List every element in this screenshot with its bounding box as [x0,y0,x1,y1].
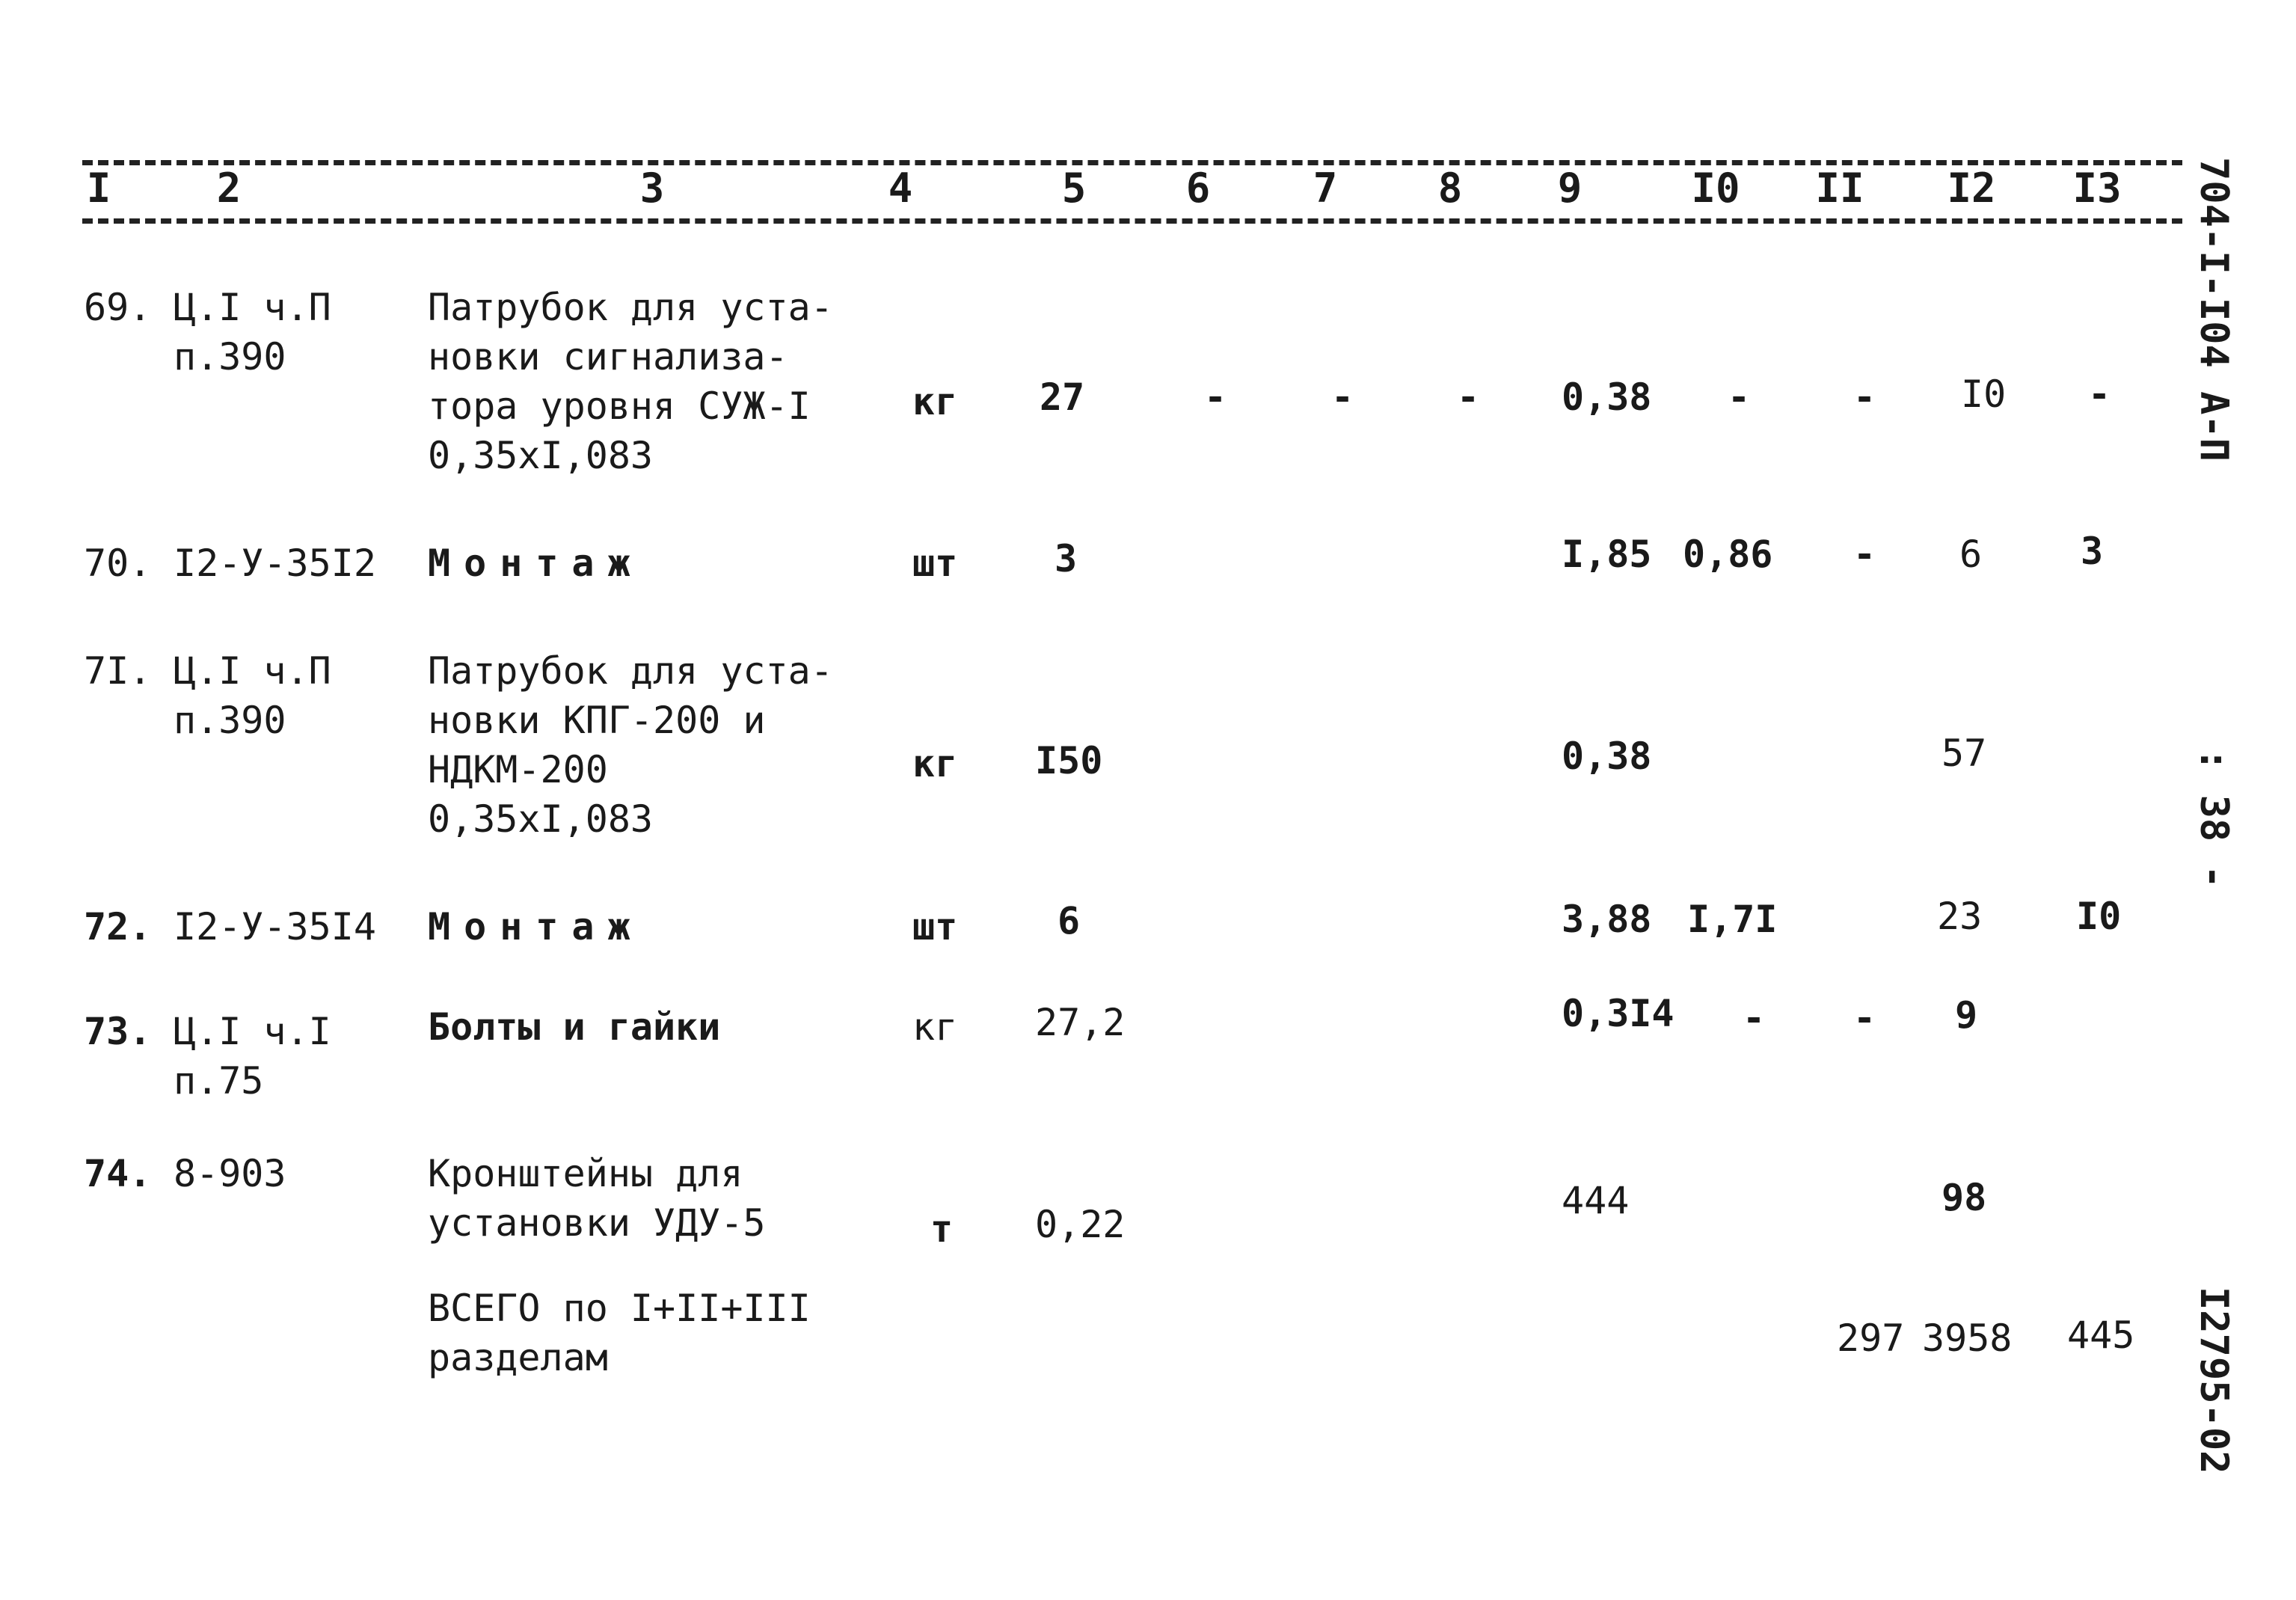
row-c10: - [1743,996,1766,1040]
row-qty: 27 [1040,376,1085,419]
row-name: Болты и гайки [428,1005,721,1049]
row-name: Патрубок для уста- [428,649,833,693]
row-code: Ц.I ч.I [174,1010,331,1053]
row-name: новки сигнализа- [428,335,788,378]
side-doc-code: 704-I-I04 А-П [2191,157,2236,462]
row-c11: - [1853,996,1876,1040]
row-name: тора уровня СУЖ-I [428,384,811,428]
row-number: 74. [84,1152,152,1195]
col-header-4: 4 [868,166,933,211]
col-header-13: I3 [2064,166,2130,211]
header-top-rule [82,160,2182,165]
total-c12: 3958 [1922,1317,2013,1360]
col-header-7: 7 [1292,166,1358,211]
row-c10: 0,86 [1683,533,1773,576]
total-c13: 445 [2067,1314,2135,1357]
row-c12: I0 [1961,373,2007,416]
row-c13: - [2088,373,2111,416]
row-code: Ц.I ч.П [174,286,331,329]
row-c9: 444 [1562,1179,1630,1222]
row-c12: 23 [1937,895,1983,938]
total-c11: 297 [1837,1317,1905,1360]
row-code: п.390 [174,335,286,378]
row-c11: - [1853,376,1876,419]
row-c8: - [1457,376,1480,419]
row-name: установки УДУ-5 [428,1201,766,1245]
row-number: 69. [84,286,152,329]
row-c6: - [1204,376,1227,419]
row-qty: I50 [1035,739,1103,782]
row-c11: - [1853,533,1876,576]
row-unit: шт [912,905,958,948]
row-c7: - [1331,376,1354,419]
row-code: п.390 [174,699,286,742]
row-unit: кг [912,1005,958,1049]
row-c13: I0 [2076,895,2122,938]
row-name: Кронштейны для [428,1152,743,1195]
row-c9: 0,38 [1562,376,1652,419]
col-header-10: I0 [1683,166,1749,211]
row-c12: 6 [1959,533,1983,576]
row-name: 0,35хI,083 [428,797,654,841]
row-name: Монтаж [428,905,644,948]
side-page-number: : 38 - [2191,748,2236,889]
row-unit: кг [912,380,958,423]
col-header-1: I [66,166,132,211]
row-name: новки КПГ-200 и [428,699,766,742]
col-header-12: I2 [1939,166,2004,211]
row-unit: шт [912,542,958,585]
row-c10: I,7I [1687,898,1778,941]
row-code: 8-903 [174,1152,286,1195]
row-qty: 27,2 [1035,1001,1126,1044]
row-c9: 0,38 [1562,735,1652,778]
row-c12: 98 [1942,1176,1987,1219]
row-unit: кг [912,742,958,785]
row-qty: 0,22 [1035,1203,1126,1246]
row-code: I2-У-35I2 [174,542,376,585]
col-header-5: 5 [1041,166,1107,211]
row-qty: 6 [1058,899,1081,942]
row-code: I2-У-35I4 [174,905,376,948]
row-c13: 3 [2081,530,2104,573]
total-label: разделам [428,1336,608,1379]
row-c12: 57 [1942,732,1987,775]
row-unit: т [930,1207,954,1251]
col-header-3: 3 [619,166,685,211]
row-c9: 0,3I4 [1562,992,1675,1035]
total-label: ВСЕГО по I+II+III [428,1287,811,1330]
side-inventory-number: I2795-02 [2191,1287,2236,1474]
row-c10: - [1728,376,1751,419]
col-header-2: 2 [196,166,262,211]
row-name: Патрубок для уста- [428,286,833,329]
row-number: 72. [84,905,152,948]
row-number: 73. [84,1010,152,1053]
col-header-9: 9 [1537,166,1603,211]
row-c9: 3,88 [1562,898,1652,941]
row-number: 7I. [84,649,152,693]
col-header-11: II [1807,166,1873,211]
header-bottom-rule [82,218,2182,224]
col-header-6: 6 [1165,166,1231,211]
row-c9: I,85 [1562,533,1652,576]
row-name: 0,35хI,083 [428,434,654,477]
row-qty: 3 [1055,537,1078,580]
row-name: Монтаж [428,542,644,585]
row-number: 70. [84,542,152,585]
col-header-8: 8 [1417,166,1483,211]
row-c12: 9 [1955,993,1978,1037]
row-code: Ц.I ч.П [174,649,331,693]
row-name: НДКМ-200 [428,748,608,791]
row-code: п.75 [174,1059,264,1103]
